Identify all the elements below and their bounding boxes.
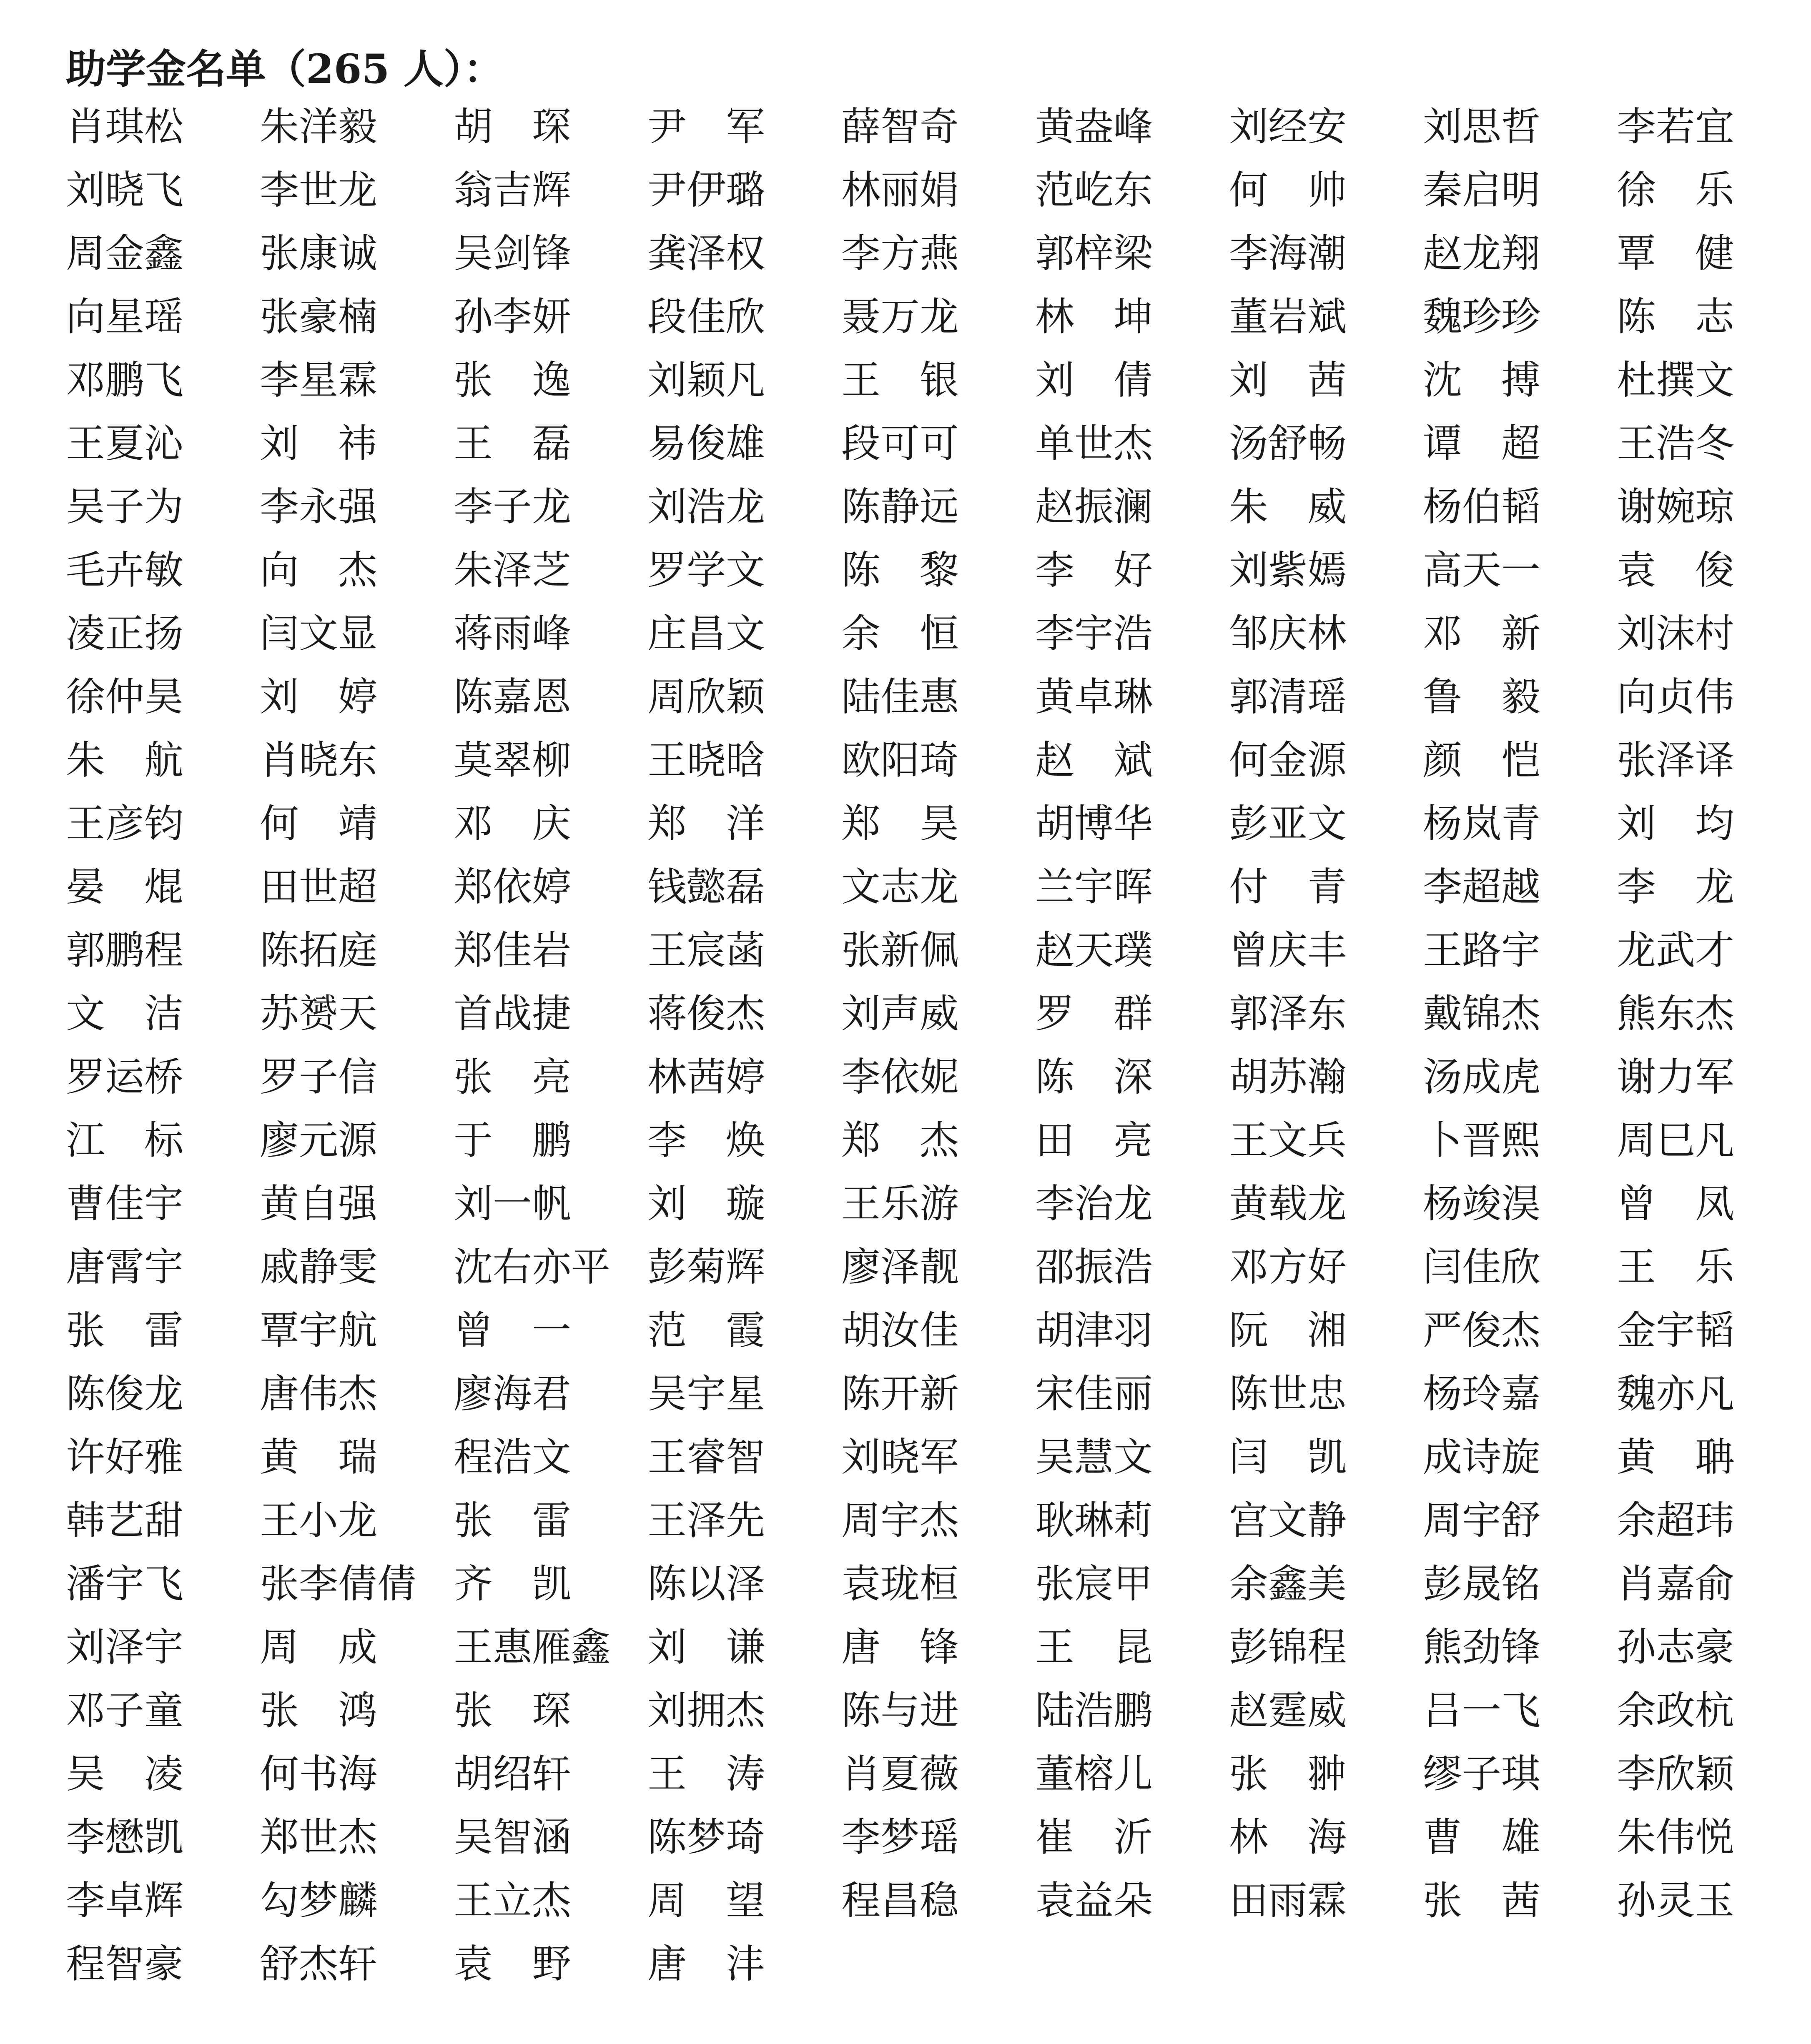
name-entry: 邓 新 — [1423, 611, 1541, 656]
name-entry: 汤成虎 — [1423, 1055, 1541, 1100]
name-entry: 赵 斌 — [1035, 738, 1153, 783]
list-title: 助学金名单（265 人）： — [66, 45, 504, 93]
name-entry: 戚静雯 — [260, 1245, 378, 1290]
name-entry: 孙灵玉 — [1617, 1878, 1735, 1924]
name-entry: 单世杰 — [1035, 421, 1153, 466]
name-entry: 何 靖 — [260, 801, 378, 847]
name-entry: 刘 倩 — [1035, 358, 1153, 403]
name-entry: 郑世杰 — [260, 1815, 378, 1860]
name-entry: 赵天璞 — [1035, 928, 1153, 973]
name-entry: 赵霆威 — [1229, 1688, 1347, 1733]
name-entry: 廖海君 — [454, 1371, 572, 1417]
name-entry: 李欣颖 — [1617, 1751, 1735, 1797]
name-entry: 刘经安 — [1229, 104, 1347, 150]
name-entry: 郑依婷 — [454, 864, 572, 910]
name-entry: 凌正扬 — [66, 611, 184, 656]
name-entry: 熊劲锋 — [1423, 1625, 1541, 1670]
name-entry: 陈梦琦 — [647, 1815, 765, 1860]
name-entry: 罗 群 — [1035, 991, 1153, 1037]
name-entry: 张新佩 — [841, 928, 959, 973]
name-entry: 李梦瑶 — [841, 1815, 959, 1860]
name-entry: 郭鹏程 — [66, 928, 184, 973]
name-entry: 郑 洋 — [647, 801, 765, 847]
name-entry: 耿琳莉 — [1035, 1498, 1153, 1543]
name-entry: 段佳欣 — [647, 294, 765, 340]
name-entry: 陈 黎 — [841, 548, 959, 593]
name-entry: 翁吉辉 — [454, 168, 572, 213]
name-entry: 程昌稳 — [841, 1878, 959, 1924]
name-entry: 刘 谦 — [647, 1625, 765, 1670]
name-entry: 刘 祎 — [260, 421, 378, 466]
name-entry: 晏 焜 — [66, 864, 184, 910]
name-entry: 胡汝佳 — [841, 1308, 959, 1353]
name-entry: 朱 威 — [1229, 484, 1347, 530]
name-entry: 成诗旋 — [1423, 1435, 1541, 1480]
name-entry: 范屹东 — [1035, 168, 1153, 213]
name-entry: 肖夏薇 — [841, 1751, 959, 1797]
name-entry: 周 望 — [647, 1878, 765, 1924]
name-entry: 秦启明 — [1423, 168, 1541, 213]
name-entry: 廖元源 — [260, 1118, 378, 1163]
name-entry: 胡绍轩 — [454, 1751, 572, 1797]
name-entry: 吴 凌 — [66, 1751, 184, 1797]
name-entry: 张 鸿 — [260, 1688, 378, 1733]
name-entry: 陈静远 — [841, 484, 959, 530]
name-entry: 程浩文 — [454, 1435, 572, 1480]
name-entry: 刘 婷 — [260, 674, 378, 720]
name-entry: 邓子童 — [66, 1688, 184, 1733]
name-entry: 田雨霖 — [1229, 1878, 1347, 1924]
name-entry: 彭锦程 — [1229, 1625, 1347, 1670]
name-entry: 徐仲昊 — [66, 674, 184, 720]
name-entry: 李 焕 — [647, 1118, 765, 1163]
name-entry: 阮 湘 — [1229, 1308, 1347, 1353]
name-entry: 闫佳欣 — [1423, 1245, 1541, 1290]
name-entry: 朱 航 — [66, 738, 184, 783]
name-entry: 吴剑锋 — [454, 231, 572, 276]
name-entry: 孙志豪 — [1617, 1625, 1735, 1670]
name-entry: 付 青 — [1229, 864, 1347, 910]
name-entry: 唐霄宇 — [66, 1245, 184, 1290]
name-entry: 彭晟铭 — [1423, 1561, 1541, 1607]
name-entry: 黄自强 — [260, 1181, 378, 1227]
name-entry: 张 雷 — [454, 1498, 572, 1543]
name-entry: 易俊雄 — [647, 421, 765, 466]
name-entry: 肖晓东 — [260, 738, 378, 783]
name-entry: 熊东杰 — [1617, 991, 1735, 1037]
name-entry: 闫 凯 — [1229, 1435, 1347, 1480]
name-entry: 王路宇 — [1423, 928, 1541, 973]
name-entry: 沈 搏 — [1423, 358, 1541, 403]
name-entry: 魏亦凡 — [1617, 1371, 1735, 1417]
name-entry: 张 翀 — [1229, 1751, 1347, 1797]
name-list — [66, 104, 1775, 2025]
name-entry: 董岩斌 — [1229, 294, 1347, 340]
name-entry: 吕一飞 — [1423, 1688, 1541, 1733]
name-entry: 杨竣淏 — [1423, 1181, 1541, 1227]
name-entry: 王浩冬 — [1617, 421, 1735, 466]
name-entry: 郭清瑶 — [1229, 674, 1347, 720]
name-entry: 刘晓军 — [841, 1435, 959, 1480]
name-entry: 杜撰文 — [1617, 358, 1735, 403]
name-entry: 王夏沁 — [66, 421, 184, 466]
name-entry: 刘声威 — [841, 991, 959, 1037]
name-entry: 张 琛 — [454, 1688, 572, 1733]
name-entry: 李卓辉 — [66, 1878, 184, 1924]
name-entry: 曾 一 — [454, 1308, 572, 1353]
name-entry: 余鑫美 — [1229, 1561, 1347, 1607]
name-entry: 钱懿磊 — [647, 864, 765, 910]
name-entry: 蒋俊杰 — [647, 991, 765, 1037]
name-entry: 刘泽宇 — [66, 1625, 184, 1670]
name-entry: 王惠雁鑫 — [454, 1625, 611, 1670]
name-entry: 吴智涵 — [454, 1815, 572, 1860]
name-entry: 李永强 — [260, 484, 378, 530]
name-entry: 杨玲嘉 — [1423, 1371, 1541, 1417]
name-entry: 余超玮 — [1617, 1498, 1735, 1543]
name-entry: 首战捷 — [454, 991, 572, 1037]
name-entry: 刘浩龙 — [647, 484, 765, 530]
name-entry: 王 磊 — [454, 421, 572, 466]
name-entry: 苏赟天 — [260, 991, 378, 1037]
name-entry: 林 坤 — [1035, 294, 1153, 340]
name-entry: 韩艺甜 — [66, 1498, 184, 1543]
name-entry: 刘 茜 — [1229, 358, 1347, 403]
name-entry: 陈 深 — [1035, 1055, 1153, 1100]
name-entry: 尹 军 — [647, 104, 765, 150]
name-entry: 覃宇航 — [260, 1308, 378, 1353]
name-entry: 李若宜 — [1617, 104, 1735, 150]
name-entry: 王睿智 — [647, 1435, 765, 1480]
name-entry: 王彦钧 — [66, 801, 184, 847]
name-entry: 罗子信 — [260, 1055, 378, 1100]
name-entry: 高天一 — [1423, 548, 1541, 593]
name-entry: 金宇韬 — [1617, 1308, 1735, 1353]
name-entry: 余政杭 — [1617, 1688, 1735, 1733]
name-entry: 向贞伟 — [1617, 674, 1735, 720]
name-entry: 王 昆 — [1035, 1625, 1153, 1670]
name-entry: 李子龙 — [454, 484, 572, 530]
name-entry: 曹 雄 — [1423, 1815, 1541, 1860]
name-entry: 段可可 — [841, 421, 959, 466]
name-entry: 陈与进 — [841, 1688, 959, 1733]
name-entry: 周 成 — [260, 1625, 378, 1670]
name-entry: 勾梦麟 — [260, 1878, 378, 1924]
name-entry: 黄 瑞 — [260, 1435, 378, 1480]
name-entry: 欧阳琦 — [841, 738, 959, 783]
name-entry: 谢力军 — [1617, 1055, 1735, 1100]
name-entry: 李星霖 — [260, 358, 378, 403]
name-entry: 闫文显 — [260, 611, 378, 656]
name-entry: 聂万龙 — [841, 294, 959, 340]
name-entry: 缪子琪 — [1423, 1751, 1541, 1797]
name-entry: 袁 野 — [454, 1941, 572, 1987]
name-entry: 邓鹏飞 — [66, 358, 184, 403]
name-entry: 张 茜 — [1423, 1878, 1541, 1924]
name-entry: 刘颖凡 — [647, 358, 765, 403]
name-entry: 邓方好 — [1229, 1245, 1347, 1290]
name-entry: 陈以泽 — [647, 1561, 765, 1607]
name-entry: 周巳凡 — [1617, 1118, 1735, 1163]
name-entry: 向 杰 — [260, 548, 378, 593]
name-entry: 周金鑫 — [66, 231, 184, 276]
name-entry: 李懋凯 — [66, 1815, 184, 1860]
name-entry: 王立杰 — [454, 1878, 572, 1924]
name-entry: 吴宇星 — [647, 1371, 765, 1417]
name-entry: 刘思哲 — [1423, 104, 1541, 150]
name-entry: 崔 沂 — [1035, 1815, 1153, 1860]
name-entry: 廖泽靓 — [841, 1245, 959, 1290]
name-entry: 郭泽东 — [1229, 991, 1347, 1037]
name-entry: 刘沫村 — [1617, 611, 1735, 656]
name-entry: 沈右亦平 — [454, 1245, 611, 1290]
name-entry: 朱伟悦 — [1617, 1815, 1735, 1860]
name-entry: 程智豪 — [66, 1941, 184, 1987]
name-entry: 刘 均 — [1617, 801, 1735, 847]
name-entry: 王宸菡 — [647, 928, 765, 973]
name-entry: 王文兵 — [1229, 1118, 1347, 1163]
name-entry: 李 好 — [1035, 548, 1153, 593]
name-entry: 林茜婷 — [647, 1055, 765, 1100]
name-entry: 李依妮 — [841, 1055, 959, 1100]
name-entry: 宋佳丽 — [1035, 1371, 1153, 1417]
name-entry: 胡苏瀚 — [1229, 1055, 1347, 1100]
name-entry: 胡津羽 — [1035, 1308, 1153, 1353]
name-entry: 胡博华 — [1035, 801, 1153, 847]
name-entry: 李方燕 — [841, 231, 959, 276]
name-entry: 罗学文 — [647, 548, 765, 593]
name-entry: 兰宇晖 — [1035, 864, 1153, 910]
name-entry: 唐 沣 — [647, 1941, 765, 1987]
name-entry: 莫翠柳 — [454, 738, 572, 783]
name-entry: 邓 庆 — [454, 801, 572, 847]
name-entry: 余 恒 — [841, 611, 959, 656]
name-entry: 杨伯韬 — [1423, 484, 1541, 530]
name-entry: 何书海 — [260, 1751, 378, 1797]
name-entry: 宫文静 — [1229, 1498, 1347, 1543]
name-entry: 郭梓梁 — [1035, 231, 1153, 276]
name-entry: 严俊杰 — [1423, 1308, 1541, 1353]
name-entry: 彭亚文 — [1229, 801, 1347, 847]
name-entry: 邹庆林 — [1229, 611, 1347, 656]
name-entry: 袁益朵 — [1035, 1878, 1153, 1924]
name-entry: 汤舒畅 — [1229, 421, 1347, 466]
name-entry: 文志龙 — [841, 864, 959, 910]
name-entry: 潘宇飞 — [66, 1561, 184, 1607]
name-entry: 薛智奇 — [841, 104, 959, 150]
name-entry: 陈嘉恩 — [454, 674, 572, 720]
name-entry: 陈俊龙 — [66, 1371, 184, 1417]
name-entry: 朱泽芝 — [454, 548, 572, 593]
name-entry: 吴慧文 — [1035, 1435, 1153, 1480]
name-entry: 黄卓琳 — [1035, 674, 1153, 720]
name-entry: 李 龙 — [1617, 864, 1735, 910]
name-entry: 谢婉琼 — [1617, 484, 1735, 530]
name-entry: 周宇舒 — [1423, 1498, 1541, 1543]
name-entry: 周宇杰 — [841, 1498, 959, 1543]
name-entry: 胡 琛 — [454, 104, 572, 150]
name-entry: 徐 乐 — [1617, 168, 1735, 213]
name-entry: 曾庆丰 — [1229, 928, 1347, 973]
name-entry: 唐伟杰 — [260, 1371, 378, 1417]
name-entry: 颜 恺 — [1423, 738, 1541, 783]
name-entry: 林 海 — [1229, 1815, 1347, 1860]
name-entry: 王泽先 — [647, 1498, 765, 1543]
name-entry: 杨岚青 — [1423, 801, 1541, 847]
name-entry: 刘 璇 — [647, 1181, 765, 1227]
name-entry: 王小龙 — [260, 1498, 378, 1543]
name-entry: 王乐游 — [841, 1181, 959, 1227]
name-entry: 刘拥杰 — [647, 1688, 765, 1733]
name-entry: 尹伊璐 — [647, 168, 765, 213]
name-entry: 陆浩鹏 — [1035, 1688, 1153, 1733]
name-entry: 郑 昊 — [841, 801, 959, 847]
name-entry: 袁 俊 — [1617, 548, 1735, 593]
name-entry: 肖琪松 — [66, 104, 184, 150]
name-entry: 魏珍珍 — [1423, 294, 1541, 340]
name-entry: 张泽译 — [1617, 738, 1735, 783]
name-entry: 吴子为 — [66, 484, 184, 530]
name-entry: 张宸甲 — [1035, 1561, 1153, 1607]
name-entry: 董榕儿 — [1035, 1751, 1153, 1797]
name-entry: 朱洋毅 — [260, 104, 378, 150]
name-entry: 龙武才 — [1617, 928, 1735, 973]
name-entry: 黄盎峰 — [1035, 104, 1153, 150]
name-entry: 文 洁 — [66, 991, 184, 1037]
name-entry: 刘一帆 — [454, 1181, 572, 1227]
name-entry: 张 雷 — [66, 1308, 184, 1353]
name-entry: 齐 凯 — [454, 1561, 572, 1607]
name-entry: 向星瑶 — [66, 294, 184, 340]
name-entry: 王晓晗 — [647, 738, 765, 783]
name-entry: 曹佳宇 — [66, 1181, 184, 1227]
name-entry: 周欣颖 — [647, 674, 765, 720]
name-entry: 肖嘉俞 — [1617, 1561, 1735, 1607]
name-entry: 王 银 — [841, 358, 959, 403]
name-entry: 何金源 — [1229, 738, 1347, 783]
name-entry: 陈 志 — [1617, 294, 1735, 340]
name-entry: 赵振澜 — [1035, 484, 1153, 530]
name-entry: 刘紫嫣 — [1229, 548, 1347, 593]
name-entry: 彭菊辉 — [647, 1245, 765, 1290]
name-entry: 邵振浩 — [1035, 1245, 1153, 1290]
name-entry: 林丽娟 — [841, 168, 959, 213]
name-entry: 曾 凤 — [1617, 1181, 1735, 1227]
name-entry: 田 亮 — [1035, 1118, 1153, 1163]
name-entry: 李治龙 — [1035, 1181, 1153, 1227]
name-entry: 李超越 — [1423, 864, 1541, 910]
name-entry: 张豪楠 — [260, 294, 378, 340]
name-entry: 李海潮 — [1229, 231, 1347, 276]
name-entry: 李世龙 — [260, 168, 378, 213]
name-entry: 陆佳惠 — [841, 674, 959, 720]
name-entry: 张 逸 — [454, 358, 572, 403]
name-entry: 舒杰轩 — [260, 1941, 378, 1987]
name-entry: 郑 杰 — [841, 1118, 959, 1163]
name-entry: 蒋雨峰 — [454, 611, 572, 656]
name-entry: 陈开新 — [841, 1371, 959, 1417]
name-entry: 许好雅 — [66, 1435, 184, 1480]
name-entry: 戴锦杰 — [1423, 991, 1541, 1037]
name-entry: 卜晋熙 — [1423, 1118, 1541, 1163]
name-entry: 罗运桥 — [66, 1055, 184, 1100]
name-entry: 赵龙翔 — [1423, 231, 1541, 276]
name-entry: 范 霞 — [647, 1308, 765, 1353]
name-entry: 田世超 — [260, 864, 378, 910]
name-entry: 毛卉敏 — [66, 548, 184, 593]
name-entry: 张 亮 — [454, 1055, 572, 1100]
name-entry: 鲁 毅 — [1423, 674, 1541, 720]
name-entry: 张康诚 — [260, 231, 378, 276]
name-entry: 郑佳岩 — [454, 928, 572, 973]
name-entry: 庄昌文 — [647, 611, 765, 656]
name-entry: 张李倩倩 — [260, 1561, 417, 1607]
name-entry: 谭 超 — [1423, 421, 1541, 466]
name-entry: 孙李妍 — [454, 294, 572, 340]
name-entry: 何 帅 — [1229, 168, 1347, 213]
name-entry: 陈世忠 — [1229, 1371, 1347, 1417]
name-entry: 袁珑桓 — [841, 1561, 959, 1607]
name-entry: 覃 健 — [1617, 231, 1735, 276]
name-entry: 唐 锋 — [841, 1625, 959, 1670]
name-entry: 刘晓飞 — [66, 168, 184, 213]
name-entry: 黄载龙 — [1229, 1181, 1347, 1227]
name-entry: 江 标 — [66, 1118, 184, 1163]
name-entry: 于 鹏 — [454, 1118, 572, 1163]
name-entry: 龚泽权 — [647, 231, 765, 276]
name-entry: 王 乐 — [1617, 1245, 1735, 1290]
name-entry: 黄 聃 — [1617, 1435, 1735, 1480]
name-entry: 陈拓庭 — [260, 928, 378, 973]
name-entry: 李宇浩 — [1035, 611, 1153, 656]
name-entry: 王 涛 — [647, 1751, 765, 1797]
